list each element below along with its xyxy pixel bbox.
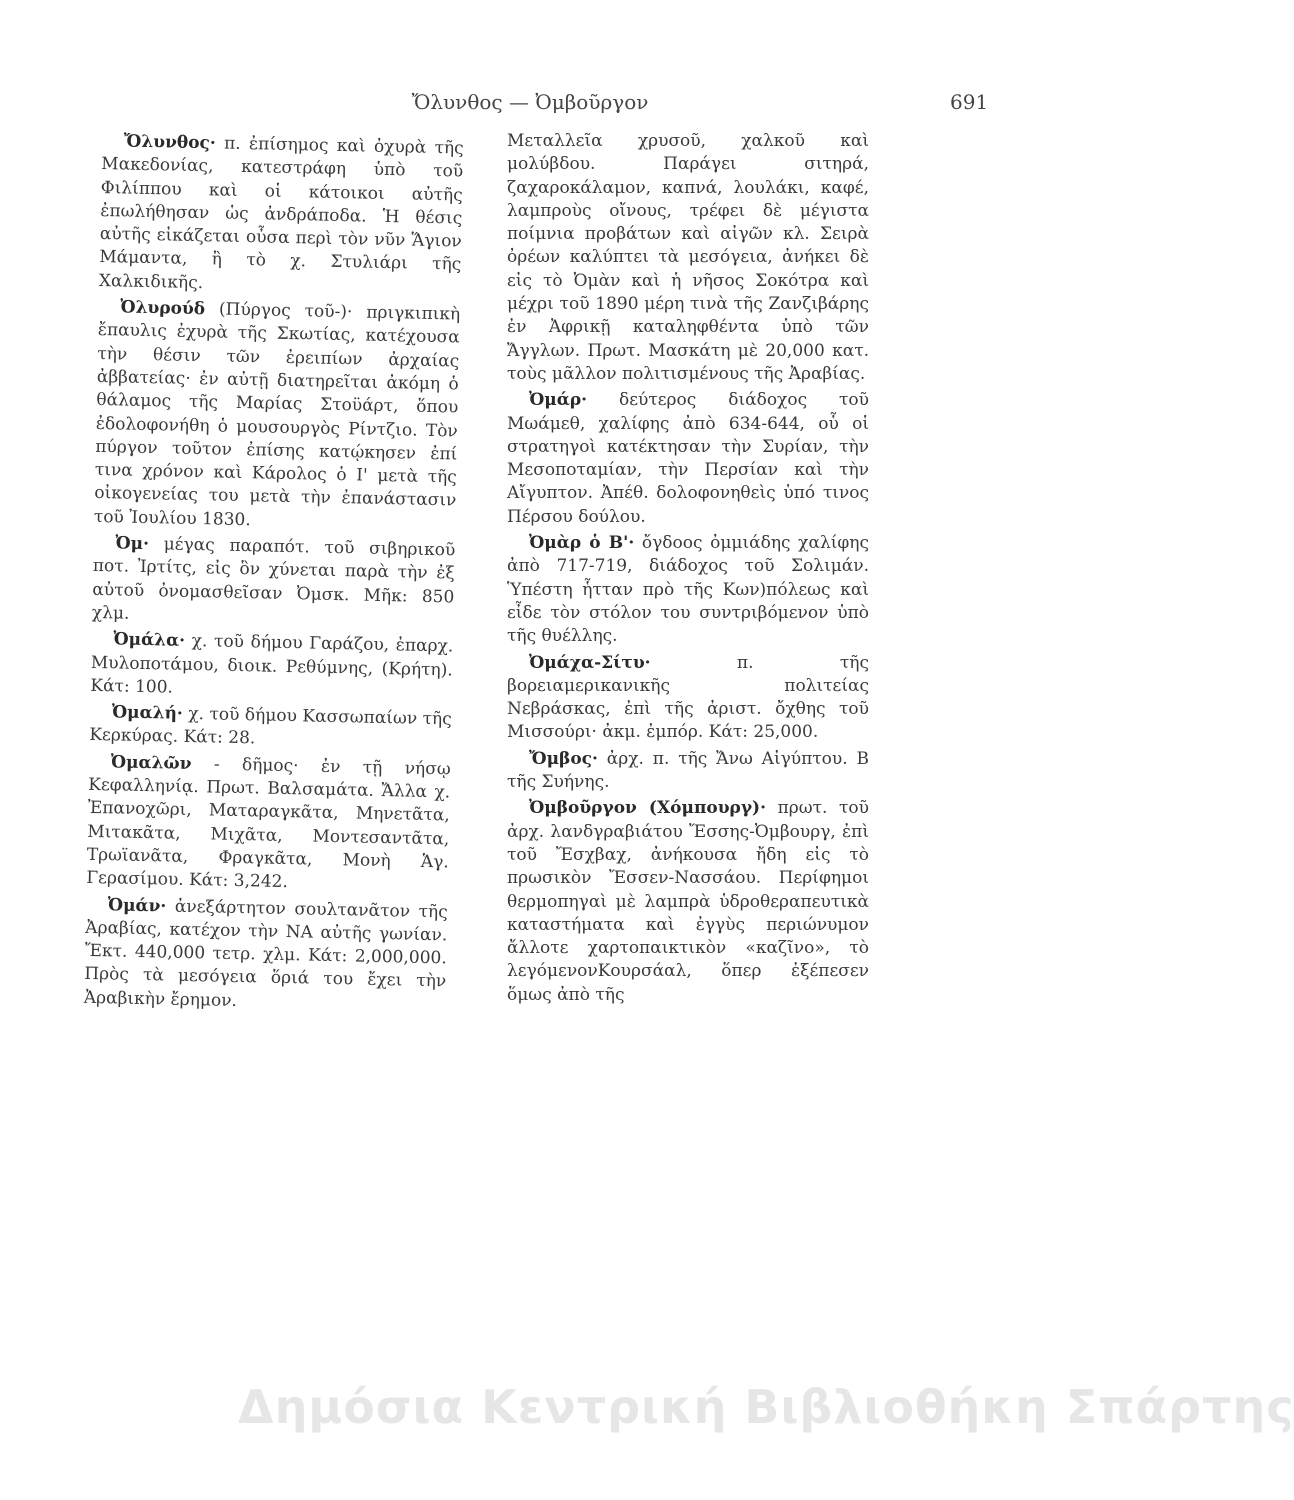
entry-text: δεύτερος διάδοχος τοῦ Μωάμεθ, χαλίφης ἀπὸ 634-644, οὗ οἱ στρατηγοὶ κατέκτησαν τὴν Συρίαν, τὴν Μεσοποταμίαν, τὴν Περσίαν καὶ τὴν Αἴγυπτον. Ἀπέθ. δολοφονηθεὶς ὑπό τινος Πέρσου δούλου. [507, 390, 869, 527]
dictionary-entry [94, 296, 461, 536]
entry-lemma: Ὀμαλῶν [110, 752, 192, 774]
entry-text: ἀνεξάρτητον σουλτανᾶτον τῆς Ἀραβίας, κατέχον τὴν ΝΑ αὐτῆς γωνίαν. Ἔκτ. 440,000 τετρ. χλμ. Κάτ: 2,000,000. Πρὸς τὰ μεσόγεια ὅριά του ἔχει τὴν Ἀραβικὴν ἔρημον. [83, 896, 448, 1011]
dictionary-entry [507, 797, 869, 1007]
entry-text: πρωτ. τοῦ ἀρχ. λανδγραβιάτου Ἔσσης-Ὀμβουργ, ἐπὶ τοῦ Ἔσχβαχ, ἀνήκουσα ἤδη εἰς τὸ πρωσικὸν Ἔσσεν-Νασσάου. Περίφημοι θερμοπηγαὶ μὲ λαμπρὰ ὑδροθεραπευτικὰ καταστήματα καὶ ἐγγὺς περιώνυμον ἄλλοτε χαρτοπαικτικὸν «καζῖνο», τὸ λεγόμενονΚουρσάαλ, ὅπερ ἐξέπεσεν ὅμως ἀπὸ τῆς [507, 798, 869, 1005]
entry-lemma: Ὀμάρ· [529, 390, 588, 411]
entry-text: μέγας παραπότ. τοῦ σιβηρικοῦ ποτ. Ἰρτίτς, εἰς ὃν χύνεται παρὰ τὴν ἐξ αὐτοῦ ὀνομασθεῖσαν Ὀμσκ. Μῆκ: 850 χλμ. [91, 534, 456, 624]
right-column [507, 130, 869, 1010]
entry-text: π. ἐπίσημος καὶ ὀχυρὰ τῆς Μακεδονίας, κατεστράφη ὑπὸ τοῦ Φιλίππου καὶ οἱ κάτοικοι αὐτῆς ἐπωλήθησαν ὡς ἀνδράποδα. Ἡ θέσις αὐτῆς εἰκάζεται οὖσα περὶ τὸν νῦν Ἅγιον Μάμαντα, ἢ τὸ χ. Στυλιάρι τῆς Χαλκιδικῆς. [98, 133, 464, 293]
entry-lemma: Ὀμαλή· [111, 702, 184, 724]
entry-lemma: Ὀμάχα-Σίτυ· [529, 652, 651, 673]
running-title: Ὄλυνθος — Ὀμβοῦργον [411, 90, 649, 114]
entry-text: ἀρχ. π. τῆς Ἄνω Αἰγύπτου. Β τῆς Συήνης. [507, 748, 869, 793]
entry-lemma: Ὀλυρούδ [120, 297, 206, 320]
entry-lemma: Ὄμβος· [529, 748, 598, 769]
entry-lemma: Ὀμὰρ ὁ Β'· [529, 533, 635, 554]
entry-text: - δῆμος· ἐν τῇ νήσῳ Κεφαλληνίᾳ. Πρωτ. Βαλσαμάτα. Ἄλλα χ. Ἐπανοχῶρι, Ματαραγκᾶτα, Μηνετᾶτα, Μιτακᾶτα, Μιχᾶτα, Μοντεσαντᾶτα, Τρωϊανᾶτα, Φραγκᾶτα, Μονὴ Ἁγ. Γερασίμου. Κάτ: 3,242. [86, 753, 451, 893]
dictionary-entry-continuation [507, 130, 869, 386]
entry-lemma: Ὀμάν· [107, 894, 167, 917]
entry-text: ὄγδοος ὀμμιάδης χαλίφης ἀπὸ 717-719, διάδοχος τοῦ Σολιμάν. Ὑπέστη ἧτταν πρὸ τῆς Κων)πόλεως καὶ εἶδε τὸν στόλον του συντριβόμενον ὑπὸ τῆς θυέλλης. [507, 533, 869, 647]
entry-lemma: Ὀμβοῦργον (Χόμπουργ)· [529, 798, 767, 819]
dictionary-entry [86, 751, 451, 898]
entry-lemma: Ὀμάλα· [113, 629, 186, 652]
entry-lemma: Ὄλυνθος· [123, 131, 217, 154]
dictionary-entry [507, 748, 869, 795]
page-header [0, 90, 1059, 120]
entry-text: χ. τοῦ δήμου Γαράζου, ἐπαρχ. Μυλοποτάμου, διοικ. Ρεθύμνης, (Κρήτη). Κάτ: 100. [90, 631, 454, 698]
dictionary-entry [507, 389, 869, 529]
dictionary-entry [507, 652, 869, 745]
entry-text: χ. τοῦ δήμου Κασσωπαίων τῆς Κερκύρας. Κάτ: 28. [89, 703, 452, 749]
left-column [84, 130, 464, 1020]
dictionary-entry [507, 532, 869, 648]
entry-lemma: Ὀμ· [115, 533, 150, 555]
entry-text: Μεταλλεῖα χρυσοῦ, χαλκοῦ καὶ μολύβδου. Παράγει σιτηρά, ζαχαροκάλαμον, καπνά, λουλάκι, καφέ, λαμπροὺς οἴνους, τρέφει δὲ μέγιστα ποίμνια προβάτων καὶ αἰγῶν κλ. Σειρὰ ὀρέων καλύπτει τὰ μεσόγεια, ἀνήκει δὲ εἰς τὸ Ὀμὰν καὶ ἡ νῆσος Σοκότρα καὶ μέχρι τοῦ 1890 μέρη τινὰ τῆς Ζανζιβάρης ἐν Ἀφρικῇ καταληφθέντα ὑπὸ τῶν Ἄγγλων. Πρωτ. Μασκάτη μὲ 20,000 κατ. τοὺς μᾶλλον πολιτισμένους τῆς Ἀραβίας. [507, 131, 869, 384]
page-number: 691 [950, 90, 989, 114]
dictionary-entry [84, 893, 448, 1017]
dictionary-entry [92, 532, 456, 633]
entry-text: (Πύργος τοῦ-)· πριγκιπικὴ ἔπαυλις ἐχυρὰ τῆς Σκωτίας, κατέχουσα τὴν θέσιν τῶν ἐρειπίων ἀρχαίας ἀββατείας· ἐν αὐτῇ διατηρεῖται ἀκόμη ὁ θάλαμος τῆς Μαρίας Στοϋάρτ, ὅπου ἐδολοφονήθη ὁ μουσουργὸς Ρίντζιο. Τὸν πύργον τοῦτον ἐπίσης κατῴκησεν ἐπί τινα χρόνον καὶ Κάρολος ὁ Ι' μετὰ τῆς οἰκογενείας του μετὰ τὴν ἐπανάστασιν τοῦ Ἰουλίου 1830. [93, 299, 461, 530]
entry-text: π. τῆς βορειαμερικανικῆς πολιτείας Νεβράσκας, ἐπὶ τῆς ἀριστ. ὄχθης τοῦ Μισσούρι· ἀκμ. ἐμπόρ. Κάτ: 25,000. [507, 652, 869, 743]
dictionary-entry [90, 628, 453, 705]
dictionary-entry [99, 130, 464, 301]
dictionary-entry [89, 701, 452, 755]
library-watermark: Δημόσια Κεντρική Βιβλιοθήκη Σπάρτης [238, 1380, 1294, 1434]
